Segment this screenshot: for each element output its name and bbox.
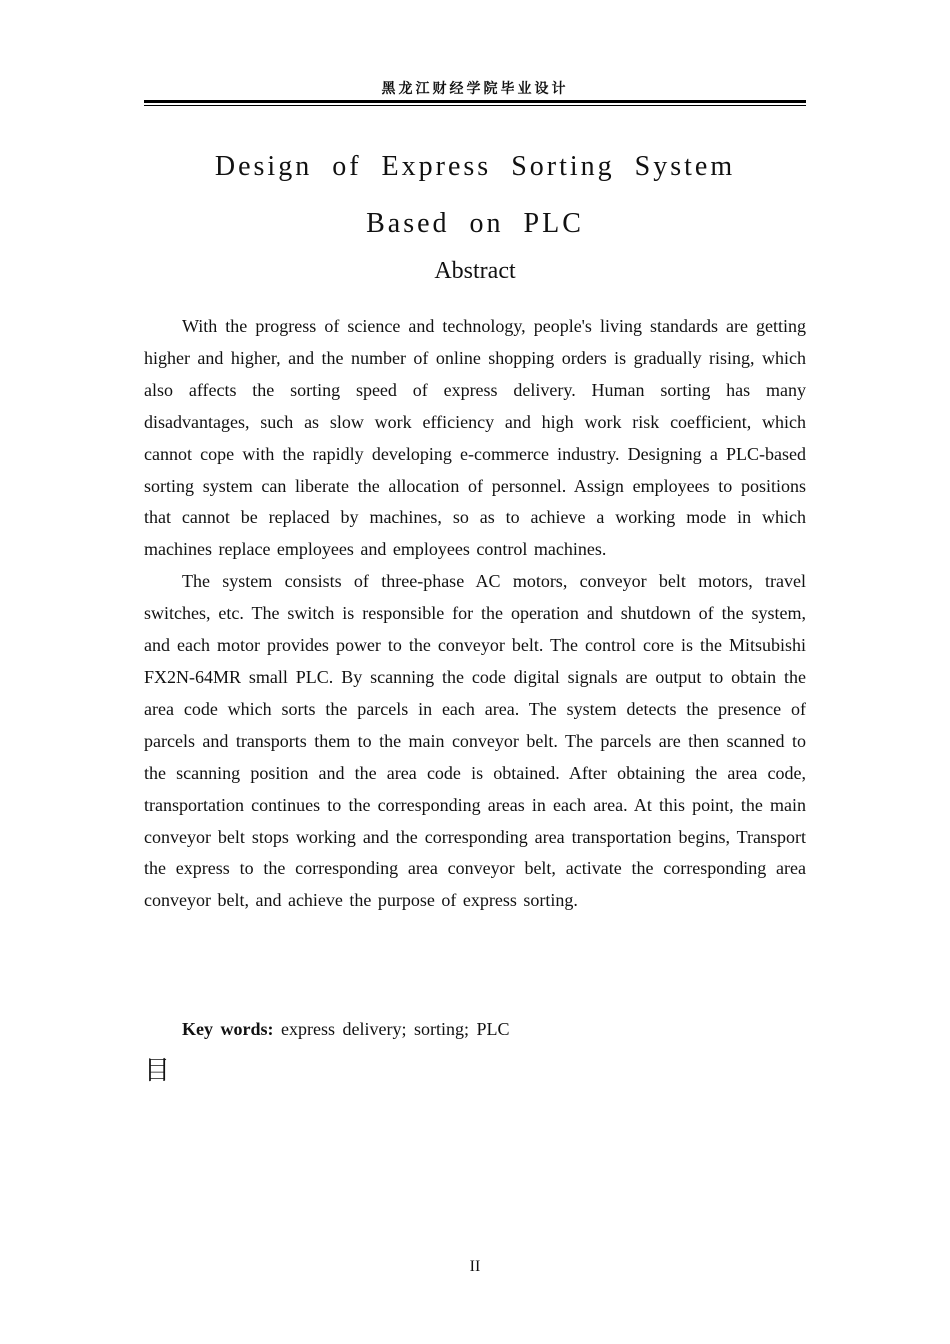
abstract-paragraph-1: With the progress of science and technology, people's living standards are getting higher and higher, and the number of online shopping orders is gradually rising, which also affects the sorting speed of express delivery. Human sorting has many disadvantages, such as slow work efficiency and high work risk coefficient, which cannot cope with the rapidly developing e-commerce industry. Designing a PLC-based sorting system can liberate the allocation of personnel. Assign employees to positions that cannot be replaced by machines, so as to achieve a working mode in which machines replace employees and employees control machines.: [144, 316, 806, 560]
header-rule-thick: [144, 100, 806, 103]
header-rule-thin: [144, 105, 806, 106]
keywords-value: express delivery; sorting; PLC: [281, 1019, 510, 1039]
abstract-heading: Abstract: [434, 258, 516, 284]
abstract-body: [144, 311, 806, 917]
page-number: II: [469, 1258, 481, 1275]
toc-heading-fragment: 目: [144, 1056, 171, 1086]
keywords-label: Key words:: [182, 1019, 274, 1039]
title-line-1: Design of Express Sorting System: [214, 151, 736, 182]
document-title: [144, 138, 806, 252]
running-header: 黑龙江财经学院毕业设计: [381, 81, 569, 97]
keywords-line: [182, 1014, 509, 1044]
title-line-2: Based on PLC: [366, 208, 584, 239]
abstract-paragraph-2: The system consists of three-phase AC motors, conveyor belt motors, travel switches, etc. The switch is responsible for the operation and shutdown of the system, and each motor provides power to the conveyor belt. The control core is the Mitsubishi FX2N-64MR small PLC. By scanning the code digital signals are output to obtain the area code which sorts the parcels in each area. The system detects the presence of parcels and transports them to the main conveyor belt. The parcels are then scanned to the scanning position and the area code is obtained. After obtaining the area code, transportation continues to the corresponding areas in each area. At this point, the main conveyor belt stops working and the corresponding area transportation begins, Transport the express to the corresponding area conveyor belt, activate the corresponding area conveyor belt, and achieve the purpose of express sorting.: [144, 571, 806, 911]
